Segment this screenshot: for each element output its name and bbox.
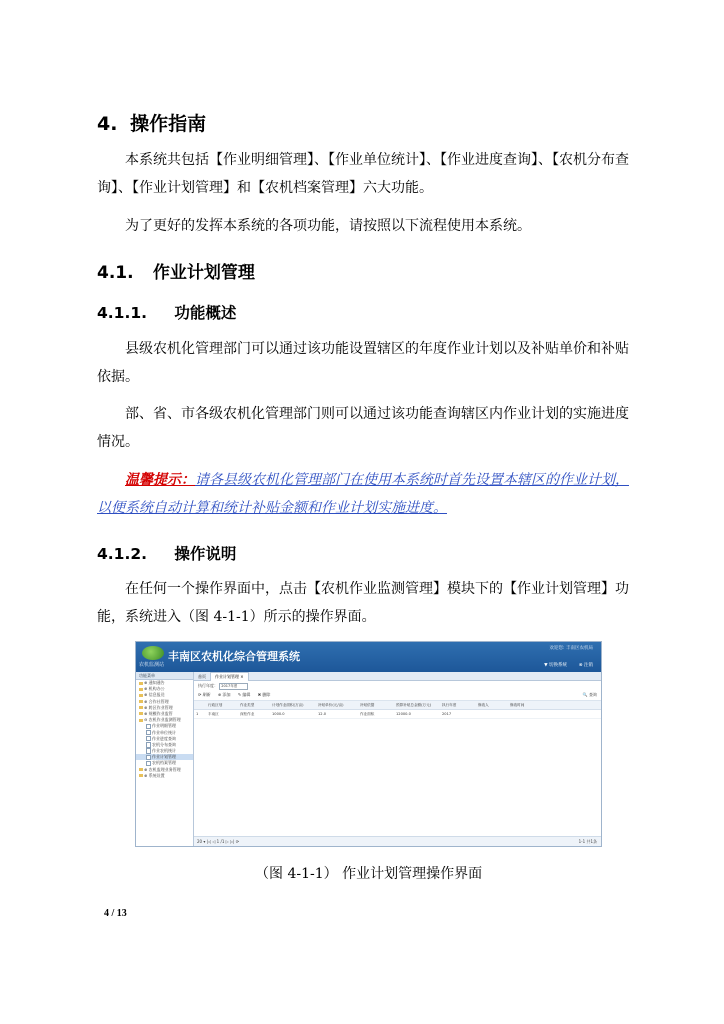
column-header[interactable]: 补贴单价(元/亩) [318,703,344,707]
pager [194,836,601,846]
page-icon [146,730,151,736]
column-header[interactable]: 执行年度 [442,703,457,707]
menu-item-label: ⊕ 跨区作业管理 [144,704,173,710]
tip-title: 温馨提示： [125,472,195,488]
section-4-number: 4. [97,113,118,135]
page-number: 4 / 13 [104,908,127,919]
menu-item-label: ⊕ 信息报送 [144,692,165,698]
section-4-1-1-number: 4.1.1. [97,304,148,322]
page-icon [146,761,151,767]
section-4-1-title: 作业计划管理 [152,263,255,283]
overview-paragraph-2: 部、省、市各级农机化管理部门则可以通过该功能查询辖区内作业计划的实施进度情况。 [97,406,629,450]
add-button[interactable]: ⊕ 添加 [217,692,231,697]
section-4-1-1-title: 功能概述 [174,304,237,322]
intro-paragraph-1: 本系统共包括【作业明细管理】、【作业单位统计】、【作业进度查询】、【农机分布查询】、【作业计划管理】和【农机档案管理】六大功能。 [97,152,629,196]
warm-tip [97,466,635,522]
folder-icon [139,768,143,771]
table-cell: 作业面积 [360,712,375,716]
table-cell: 1 [196,712,199,716]
section-4-heading [97,109,206,136]
column-header[interactable]: 作业类型 [240,703,255,707]
user-info: 欢迎您: 丰南区农机局 [549,646,593,651]
section-4-1-2-title: 操作说明 [174,545,237,563]
filter-bar [194,681,601,690]
logout-button[interactable]: ⊗ 注销 [578,663,593,668]
instructions-paragraph: 在任何一个操作界面中，点击【农机作业监测管理】模块下的【作业计划管理】功能，系统进入（图 4-1-1）所示的操作界面。 [97,581,629,625]
switch-system-button[interactable]: ▼ 切换系统 [544,663,567,668]
folder-icon [139,719,143,722]
grid-header [194,701,601,710]
toolbar [194,690,601,701]
table-cell: 丰南区 [208,712,219,716]
table-row[interactable] [194,710,601,719]
folder-icon [139,712,143,715]
search-button[interactable]: 🔍 查询 [582,692,597,697]
sidebar-title: 功能菜单 [136,672,193,680]
folder-icon [139,706,143,709]
sidebar [136,672,194,846]
edit-button[interactable]: ✎ 编辑 [237,692,251,697]
page-icon [146,748,151,754]
menu-item-label: 作业农机统计 [152,748,176,754]
menu-item-label: 作业进度查询 [152,735,176,741]
section-4-title: 操作指南 [130,113,207,135]
section-4-1-number: 4.1. [97,263,134,283]
pager-summary: 1-1 共1条 [578,839,597,844]
folder-icon [139,688,143,691]
page-icon [146,736,151,742]
figure-caption: （图 4-1-1） 作业计划管理操作界面 [255,866,483,882]
menu-item[interactable] [136,773,193,779]
folder-icon [139,694,143,697]
data-grid [194,701,601,719]
column-header[interactable]: 行政区划 [208,703,223,707]
table-cell: 12000.0 [396,712,411,716]
menu-item-label: 农机档案管理 [152,760,176,766]
page-icon [146,742,151,748]
menu-item-label: ⊕ 规模作业监管 [144,710,173,716]
folder-icon [139,682,143,685]
menu-item-label: ⊕ 通知通告 [144,680,165,685]
figure-screenshot [135,641,602,847]
folder-icon [139,774,143,777]
page-icon [146,755,151,761]
table-cell: 深松作业 [240,712,255,716]
app-logo [142,646,164,660]
year-filter-label: 执行年度： [198,683,218,688]
menu-item-label: ⊕ 农机监理业务管理 [144,766,181,772]
menu-item-label: ⊕ 机构办公 [144,686,165,692]
overview-paragraph-1: 县级农机化管理部门可以通过该功能设置辖区的年度作业计划以及补贴单价和补贴依据。 [97,341,629,385]
pager-controls[interactable]: 20 ▾ |◁ ◁ 1 /1 ▷ ▷| ⟳ [197,839,240,844]
intro-paragraph-2: 为了更好的发挥本系统的各项功能，请按照以下流程使用本系统。 [125,218,531,234]
column-header[interactable]: 修改人 [478,703,489,707]
table-cell: 12.0 [318,712,327,716]
column-header[interactable]: 计划作业面积(万亩) [272,703,304,707]
menu-item-label: 农机分布查询 [152,741,176,747]
page-icon [146,724,151,730]
main-panel [194,672,601,846]
app-header [136,642,601,672]
tab-bar [194,672,601,681]
column-header[interactable] [194,701,206,709]
tab-home[interactable]: 首页 [198,674,206,679]
menu-item-label: ⊕ 系统设置 [144,772,165,778]
menu-item-label: 作业明细管理 [152,723,176,729]
app-logo-text: 农机监测站 [139,662,165,668]
column-header[interactable]: 修改时间 [510,703,525,707]
menu-item-label: ⊕ 合作社管理 [144,698,169,704]
table-cell: 2017 [442,712,452,716]
table-cell [508,710,550,718]
section-4-1-2-number: 4.1.2. [97,545,148,563]
menu-item-label: 作业计划管理 [152,754,176,760]
tab-plan-management[interactable]: 作业计划管理 × [210,672,249,681]
column-header[interactable]: 预算补贴总金额(万元) [396,703,432,707]
refresh-button[interactable]: ⟳ 刷新 [198,692,211,697]
menu-tree [136,680,193,779]
section-4-1-heading [97,258,255,283]
delete-button[interactable]: ✖ 删除 [257,692,271,697]
app-title: 丰南区农机化综合管理系统 [168,650,300,663]
menu-item-label: ⊖ 农机作业监测管理 [144,717,181,723]
section-4-1-2-heading [97,542,236,564]
section-4-1-1-heading [97,301,236,323]
table-cell: 1000.0 [272,712,285,716]
column-header[interactable]: 补贴依据 [360,703,375,707]
menu-item-label: 作业单位统计 [152,729,176,735]
year-select[interactable]: 2017年度 [219,683,248,690]
folder-icon [139,700,143,703]
table-cell [476,710,508,718]
tip-body: 请各县级农机化管理部门在使用本系统时首先设置本辖区的作业计划，以便系统自动计算和统计补贴金额和作业计划实施进度。 [97,472,629,516]
